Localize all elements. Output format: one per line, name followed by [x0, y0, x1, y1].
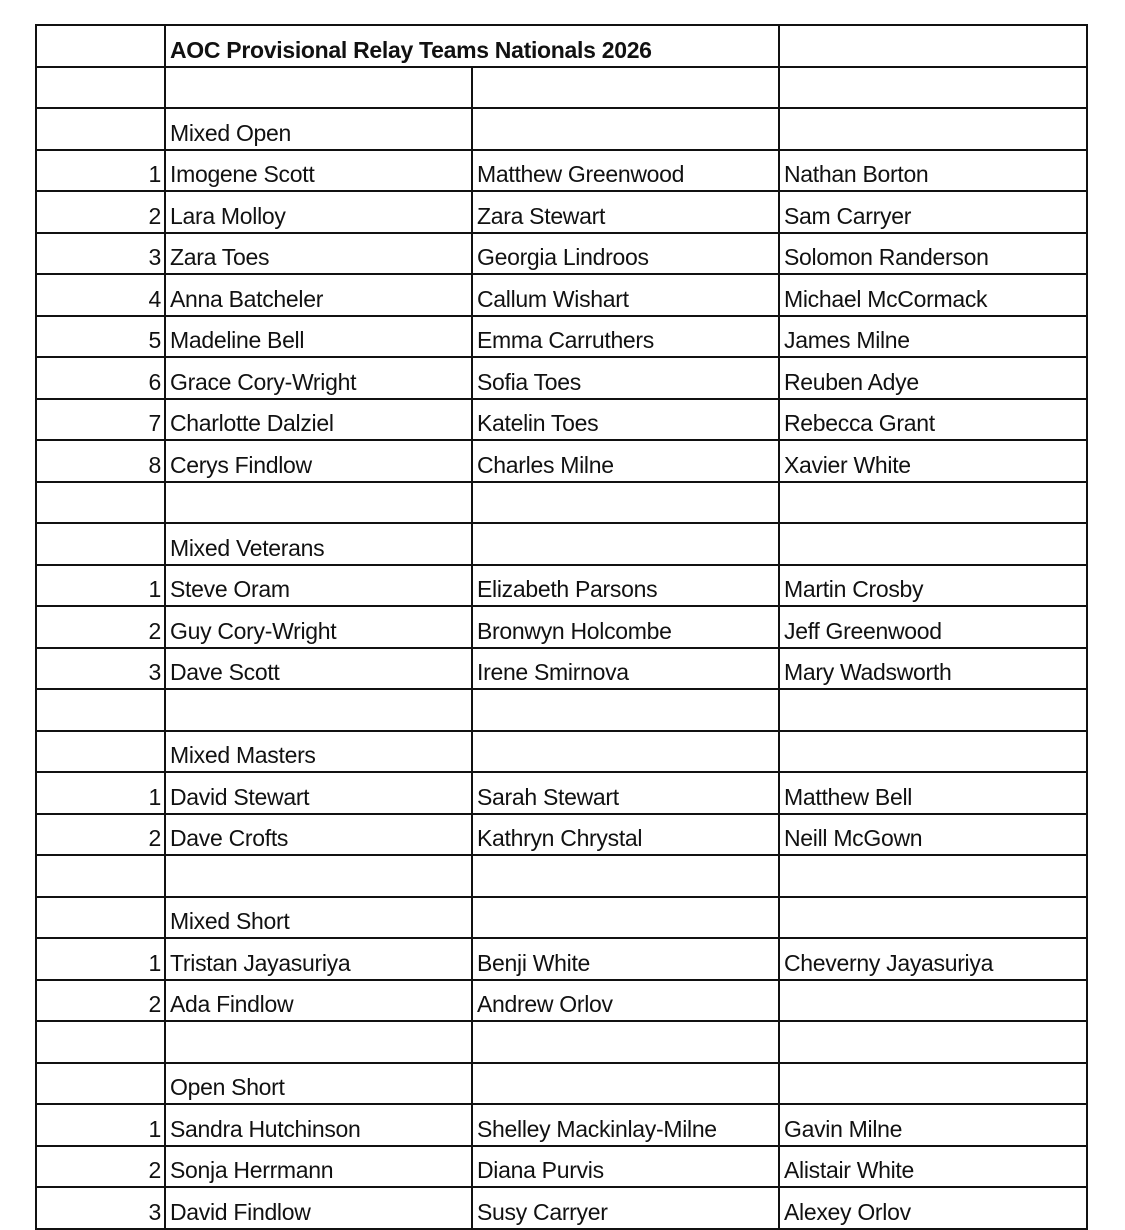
cell-empty[interactable]	[779, 689, 1087, 731]
team-number[interactable]: 3	[36, 233, 165, 275]
team-number[interactable]: 1	[36, 772, 165, 814]
cell-empty[interactable]	[36, 689, 165, 731]
cell-empty[interactable]	[472, 67, 779, 109]
section-header-row	[36, 523, 1087, 565]
runner-3-name[interactable]: James Milne	[779, 316, 1087, 358]
runner-1-name[interactable]: Anna Batcheler	[165, 274, 472, 316]
runner-3-name[interactable]: Matthew Bell	[779, 772, 1087, 814]
runner-2-name[interactable]: Sofia Toes	[472, 357, 779, 399]
runner-1-name[interactable]: Imogene Scott	[165, 150, 472, 192]
runner-2-name[interactable]: Callum Wishart	[472, 274, 779, 316]
cell-empty[interactable]	[779, 523, 1087, 565]
runner-2-name[interactable]: Kathryn Chrystal	[472, 814, 779, 856]
runner-3-name[interactable]: Neill McGown	[779, 814, 1087, 856]
cell-empty[interactable]	[472, 855, 779, 897]
runner-3-name[interactable]: Sam Carryer	[779, 191, 1087, 233]
runner-1-name[interactable]: Charlotte Dalziel	[165, 399, 472, 441]
section-title[interactable]: Mixed Veterans	[165, 523, 472, 565]
section-header-row	[36, 108, 1087, 150]
runner-1-name[interactable]: Madeline Bell	[165, 316, 472, 358]
team-number[interactable]: 5	[36, 316, 165, 358]
runner-3-name[interactable]: Alexey Orlov	[779, 1187, 1087, 1229]
team-row	[36, 1104, 1087, 1146]
runner-2-name[interactable]: Zara Stewart	[472, 191, 779, 233]
cell-empty[interactable]	[36, 1063, 165, 1105]
cell-empty[interactable]	[165, 67, 472, 109]
runner-2-name[interactable]: Benji White	[472, 938, 779, 980]
team-row	[36, 1187, 1087, 1229]
team-number[interactable]: 2	[36, 606, 165, 648]
runner-3-name[interactable]: Reuben Adye	[779, 357, 1087, 399]
runner-1-name[interactable]: David Stewart	[165, 772, 472, 814]
cell-empty[interactable]	[165, 1021, 472, 1063]
runner-3-name[interactable]	[779, 980, 1087, 1022]
team-row	[36, 316, 1087, 358]
cell-empty[interactable]	[779, 482, 1087, 524]
cell-empty[interactable]	[36, 855, 165, 897]
title-row	[36, 25, 1087, 67]
team-row	[36, 357, 1087, 399]
cell-empty[interactable]	[779, 67, 1087, 109]
runner-2-name[interactable]: Emma Carruthers	[472, 316, 779, 358]
team-row	[36, 565, 1087, 607]
cell-empty[interactable]	[36, 25, 165, 67]
runner-3-name[interactable]: Cheverny Jayasuriya	[779, 938, 1087, 980]
team-row	[36, 814, 1087, 856]
cell-empty[interactable]	[472, 1063, 779, 1105]
spacer-row	[36, 855, 1087, 897]
team-number[interactable]: 4	[36, 274, 165, 316]
spacer-row	[36, 689, 1087, 731]
cell-empty[interactable]	[779, 855, 1087, 897]
team-row	[36, 399, 1087, 441]
team-number[interactable]: 2	[36, 1146, 165, 1188]
runner-1-name[interactable]: David Findlow	[165, 1187, 472, 1229]
runner-1-name[interactable]: Grace Cory-Wright	[165, 357, 472, 399]
team-number[interactable]: 1	[36, 565, 165, 607]
runner-1-name[interactable]: Zara Toes	[165, 233, 472, 275]
runner-3-name[interactable]: Michael McCormack	[779, 274, 1087, 316]
runner-2-name[interactable]: Charles Milne	[472, 440, 779, 482]
cell-empty[interactable]	[472, 897, 779, 939]
team-number[interactable]: 1	[36, 1104, 165, 1146]
runner-2-name[interactable]: Elizabeth Parsons	[472, 565, 779, 607]
cell-empty[interactable]	[779, 731, 1087, 773]
section-header-row	[36, 1063, 1087, 1105]
spacer-row	[36, 1021, 1087, 1063]
cell-empty[interactable]	[472, 523, 779, 565]
runner-3-name[interactable]: Alistair White	[779, 1146, 1087, 1188]
runner-3-name[interactable]: Mary Wadsworth	[779, 648, 1087, 690]
team-row	[36, 980, 1087, 1022]
cell-empty[interactable]	[165, 482, 472, 524]
cell-empty[interactable]	[779, 1063, 1087, 1105]
runner-3-name[interactable]: Xavier White	[779, 440, 1087, 482]
section-title[interactable]: Mixed Open	[165, 108, 472, 150]
runner-3-name[interactable]: Solomon Randerson	[779, 233, 1087, 275]
team-number[interactable]: 2	[36, 980, 165, 1022]
cell-empty[interactable]	[779, 25, 1087, 67]
runner-2-name[interactable]: Andrew Orlov	[472, 980, 779, 1022]
cell-empty[interactable]	[165, 689, 472, 731]
team-row	[36, 233, 1087, 275]
runner-1-name[interactable]: Guy Cory-Wright	[165, 606, 472, 648]
runner-1-name[interactable]: Ada Findlow	[165, 980, 472, 1022]
cell-empty[interactable]	[36, 1021, 165, 1063]
spacer-row	[36, 482, 1087, 524]
cell-empty[interactable]	[779, 108, 1087, 150]
team-number[interactable]: 3	[36, 1187, 165, 1229]
team-row	[36, 191, 1087, 233]
runner-2-name[interactable]: Shelley Mackinlay-Milne	[472, 1104, 779, 1146]
runner-1-name[interactable]: Dave Scott	[165, 648, 472, 690]
section-title[interactable]: Open Short	[165, 1063, 472, 1105]
runner-2-name[interactable]: Sarah Stewart	[472, 772, 779, 814]
cell-empty[interactable]	[36, 482, 165, 524]
runner-3-name[interactable]: Gavin Milne	[779, 1104, 1087, 1146]
team-number[interactable]: 8	[36, 440, 165, 482]
runner-1-name[interactable]: Lara Molloy	[165, 191, 472, 233]
runner-3-name[interactable]: Nathan Borton	[779, 150, 1087, 192]
team-row	[36, 606, 1087, 648]
team-number[interactable]: 1	[36, 150, 165, 192]
runner-1-name[interactable]: Dave Crofts	[165, 814, 472, 856]
team-number[interactable]: 7	[36, 399, 165, 441]
team-row	[36, 150, 1087, 192]
team-number[interactable]: 1	[36, 938, 165, 980]
team-number[interactable]: 3	[36, 648, 165, 690]
relay-teams-table	[35, 24, 1088, 1230]
team-row	[36, 274, 1087, 316]
cell-empty[interactable]	[779, 1021, 1087, 1063]
section-title[interactable]: Mixed Short	[165, 897, 472, 939]
runner-2-name[interactable]: Diana Purvis	[472, 1146, 779, 1188]
team-row	[36, 440, 1087, 482]
runner-3-name[interactable]: Jeff Greenwood	[779, 606, 1087, 648]
table-body	[36, 25, 1087, 1229]
runner-2-name[interactable]: Susy Carryer	[472, 1187, 779, 1229]
spacer-row	[36, 67, 1087, 109]
runner-2-name[interactable]: Katelin Toes	[472, 399, 779, 441]
cell-empty[interactable]	[472, 731, 779, 773]
cell-empty[interactable]	[36, 108, 165, 150]
cell-empty[interactable]	[36, 523, 165, 565]
runner-2-name[interactable]: Matthew Greenwood	[472, 150, 779, 192]
cell-empty[interactable]	[472, 482, 779, 524]
team-number[interactable]: 2	[36, 191, 165, 233]
cell-empty[interactable]	[472, 689, 779, 731]
section-header-row	[36, 897, 1087, 939]
cell-empty[interactable]	[472, 108, 779, 150]
team-row	[36, 648, 1087, 690]
cell-empty[interactable]	[472, 1021, 779, 1063]
section-title[interactable]: Mixed Masters	[165, 731, 472, 773]
team-number[interactable]: 2	[36, 814, 165, 856]
team-row	[36, 772, 1087, 814]
cell-empty[interactable]	[36, 731, 165, 773]
team-number[interactable]: 6	[36, 357, 165, 399]
runner-1-name[interactable]: Sandra Hutchinson	[165, 1104, 472, 1146]
runner-1-name[interactable]: Steve Oram	[165, 565, 472, 607]
runner-1-name[interactable]: Cerys Findlow	[165, 440, 472, 482]
runner-1-name[interactable]: Tristan Jayasuriya	[165, 938, 472, 980]
runner-2-name[interactable]: Bronwyn Holcombe	[472, 606, 779, 648]
cell-empty[interactable]	[36, 897, 165, 939]
runner-3-name[interactable]: Martin Crosby	[779, 565, 1087, 607]
team-row	[36, 938, 1087, 980]
runner-2-name[interactable]: Irene Smirnova	[472, 648, 779, 690]
cell-empty[interactable]	[779, 897, 1087, 939]
section-header-row	[36, 731, 1087, 773]
team-row	[36, 1146, 1087, 1188]
cell-empty[interactable]	[36, 67, 165, 109]
document-title[interactable]: AOC Provisional Relay Teams Nationals 2026	[165, 25, 779, 67]
runner-3-name[interactable]: Rebecca Grant	[779, 399, 1087, 441]
runner-2-name[interactable]: Georgia Lindroos	[472, 233, 779, 275]
runner-1-name[interactable]: Sonja Herrmann	[165, 1146, 472, 1188]
cell-empty[interactable]	[165, 855, 472, 897]
